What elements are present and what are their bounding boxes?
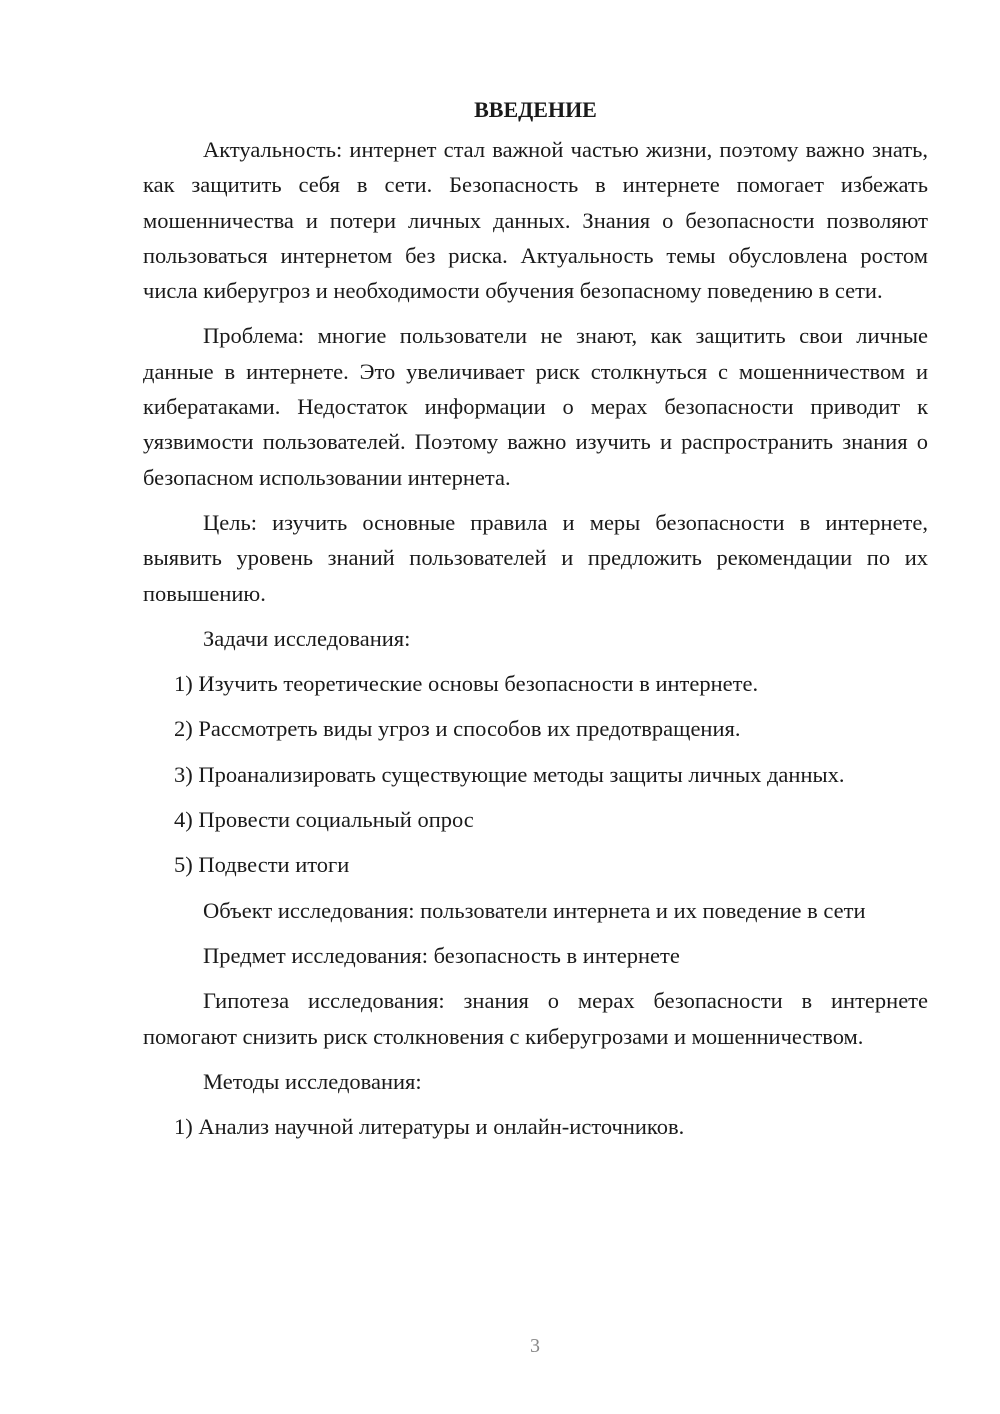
tasks-heading: Задачи исследования: (203, 625, 411, 651)
relevance-paragraph: Актуальность: интернет стал важной частью жизни, поэтому важно знать, как защитить себя в сети. Безопасность в интернете помогает избежать мошенничества и потери личных данных. Знания о безопасности позволяют пользоваться интернетом без риска. Актуальность темы обусловлена ростом числа киберугроз и необходимости обучения безопасному поведению в сети. (143, 137, 928, 304)
list-item: 3) Проанализировать существующие методы защиты личных данных. (174, 761, 845, 787)
list-item: 2) Рассмотреть виды угроз и способов их предотвращения. (174, 716, 741, 742)
subject-paragraph: Предмет исследования: безопасность в интернете (203, 942, 680, 968)
methods-list (143, 1109, 928, 1144)
tasks-list (143, 666, 928, 882)
page-number: 3 (530, 1335, 540, 1357)
list-item: 1) Изучить теоретические основы безопасности в интернете. (174, 671, 759, 697)
page-title: ВВЕДЕНИЕ (474, 97, 597, 122)
object-paragraph: Объект исследования: пользователи интернета и их поведение в сети (203, 897, 866, 923)
hypothesis-paragraph: Гипотеза исследования: знания о мерах безопасности в интернете помогают снизить риск столкновения с киберугрозами и мошенничеством. (143, 988, 928, 1049)
goal-paragraph: Цель: изучить основные правила и меры безопасности в интернете, выявить уровень знаний пользователей и предложить рекомендации по их повышению. (143, 509, 928, 606)
document-page (143, 92, 928, 1154)
list-item: 1) Анализ научной литературы и онлайн-источников. (174, 1114, 685, 1140)
list-item: 4) Провести социальный опрос (174, 807, 474, 833)
list-item: 5) Подвести итоги (174, 852, 350, 878)
methods-heading: Методы исследования: (203, 1068, 422, 1094)
problem-paragraph: Проблема: многие пользователи не знают, как защитить свои личные данные в интернете. Это увеличивает риск столкнуться с мошенничеством и кибератаками. Недостаток информации о мерах безопасности приводит к уязвимости пользователей. Поэтому важно изучить и распространить знания о безопасном использовании интернета. (143, 323, 928, 490)
